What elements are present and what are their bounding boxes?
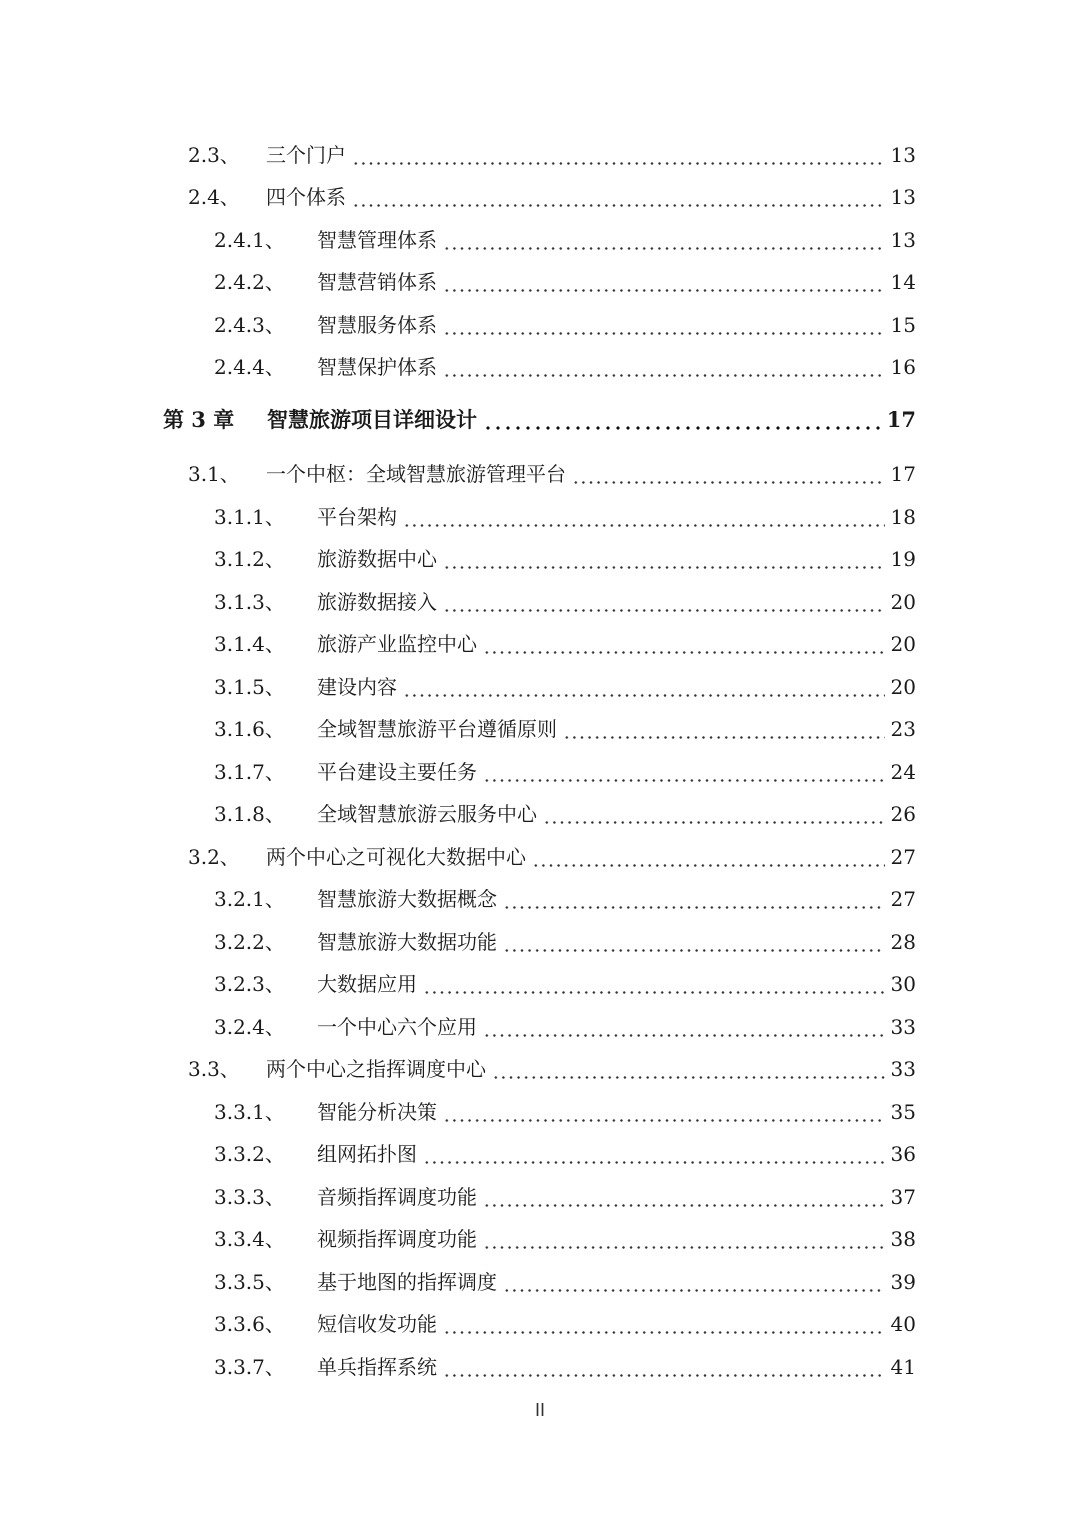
toc-entry-title: 智能分析决策: [317, 1100, 437, 1124]
toc-entry[interactable]: [0, 500, 1080, 532]
toc-entry-page: 15: [890, 313, 916, 337]
toc-entry-title: 旅游数据接入: [317, 590, 437, 614]
toc-entry-title: 基于地图的指挥调度: [317, 1270, 497, 1294]
toc-entry[interactable]: [0, 265, 1080, 297]
toc-entry-page: 20: [890, 632, 916, 656]
toc-entry-number: 3.3.3、: [214, 1185, 285, 1209]
toc-leader-dots: [443, 566, 885, 569]
toc-entry-number: 2.3、: [188, 143, 240, 167]
page-footer-number: II: [534, 1400, 545, 1420]
toc-entry-title: 单兵指挥系统: [317, 1355, 437, 1379]
toc-leader-dots: [483, 651, 885, 654]
toc-entry-page: 17: [886, 407, 916, 432]
toc-entry[interactable]: [0, 1180, 1080, 1212]
toc-entry-title: 智慧管理体系: [317, 228, 437, 252]
toc-entry-page: 37: [890, 1185, 916, 1209]
toc-entry-number: 第 3 章: [163, 407, 235, 432]
toc-chapter-entry[interactable]: [0, 403, 1080, 435]
toc-entry[interactable]: [0, 840, 1080, 872]
toc-entry-number: 3.3.5、: [214, 1270, 285, 1294]
toc-entry[interactable]: [0, 670, 1080, 702]
toc-entry-title: 一个中枢：全域智慧旅游管理平台: [266, 462, 566, 486]
toc-entry[interactable]: [0, 712, 1080, 744]
toc-leader-dots: [352, 204, 885, 207]
toc-entry-title: 四个体系: [266, 185, 346, 209]
toc-entry-title: 智慧服务体系: [317, 313, 437, 337]
toc-entry[interactable]: [0, 223, 1080, 255]
toc-entry-title: 智慧保护体系: [317, 355, 437, 379]
toc-entry-page: 16: [890, 355, 916, 379]
toc-entry-title: 智慧旅游大数据概念: [317, 887, 497, 911]
toc-entry[interactable]: [0, 797, 1080, 829]
toc-entry-page: 20: [890, 675, 916, 699]
toc-leader-dots: [532, 864, 885, 867]
toc-entry-page: 24: [890, 760, 916, 784]
toc-leader-dots: [483, 1204, 885, 1207]
toc-entry-number: 2.4、: [188, 185, 240, 209]
toc-entry-number: 3.3.6、: [214, 1312, 285, 1336]
toc-entry-number: 3.1.3、: [214, 590, 285, 614]
toc-entry-page: 33: [890, 1015, 916, 1039]
toc-leader-dots: [443, 1331, 885, 1334]
toc-entry-number: 3.1.8、: [214, 802, 285, 826]
toc-entry-page: 27: [890, 845, 916, 869]
toc-leader-dots: [443, 1374, 885, 1377]
toc-entry-number: 3.2、: [188, 845, 240, 869]
toc-leader-dots: [492, 1076, 885, 1079]
toc-entry-page: 36: [890, 1142, 916, 1166]
toc-entry-page: 17: [890, 462, 916, 486]
toc-entry-title: 组网拓扑图: [317, 1142, 417, 1166]
toc-entry-number: 3.2.1、: [214, 887, 285, 911]
toc-leader-dots: [403, 524, 885, 527]
toc-leader-dots: [443, 247, 885, 250]
toc-entry-number: 3.3、: [188, 1057, 240, 1081]
toc-entry-number: 2.4.3、: [214, 313, 285, 337]
toc-entry-number: 3.1.6、: [214, 717, 285, 741]
toc-leader-dots: [423, 991, 885, 994]
toc-entry-title: 智慧营销体系: [317, 270, 437, 294]
toc-entry-page: 27: [890, 887, 916, 911]
toc-entry-number: 3.3.2、: [214, 1142, 285, 1166]
toc-entry-number: 3.1.4、: [214, 632, 285, 656]
toc-entry-title: 两个中心之可视化大数据中心: [266, 845, 526, 869]
toc-entry-title: 智慧旅游大数据功能: [317, 930, 497, 954]
toc-entry[interactable]: [0, 1265, 1080, 1297]
toc-leader-dots: [443, 332, 885, 335]
toc-entry-title: 视频指挥调度功能: [317, 1227, 477, 1251]
toc-entry-title: 大数据应用: [317, 972, 417, 996]
toc-entry[interactable]: [0, 457, 1080, 489]
toc-leader-dots: [572, 481, 885, 484]
toc-entry-number: 3.1.2、: [214, 547, 285, 571]
toc-entry[interactable]: [0, 350, 1080, 382]
toc-entry-page: 39: [890, 1270, 916, 1294]
toc-leader-dots: [543, 821, 885, 824]
toc-entry-title: 平台架构: [317, 505, 397, 529]
toc-entry[interactable]: [0, 180, 1080, 212]
toc-leader-dots: [483, 1034, 885, 1037]
toc-entry-number: 3.1、: [188, 462, 240, 486]
toc-entry[interactable]: [0, 1137, 1080, 1169]
toc-entry-page: 33: [890, 1057, 916, 1081]
toc-entry[interactable]: [0, 755, 1080, 787]
toc-leader-dots: [352, 162, 885, 165]
toc-leader-dots: [503, 1289, 885, 1292]
toc-entry[interactable]: [0, 1052, 1080, 1084]
toc-entry[interactable]: [0, 138, 1080, 170]
toc-entry-number: 2.4.1、: [214, 228, 285, 252]
toc-entry[interactable]: [0, 542, 1080, 574]
toc-entry-title: 音频指挥调度功能: [317, 1185, 477, 1209]
toc-entry-page: 20: [890, 590, 916, 614]
toc-leader-dots: [443, 609, 885, 612]
toc-entry-page: 13: [890, 185, 916, 209]
toc-entry-page: 35: [890, 1100, 916, 1124]
toc-entry-page: 38: [890, 1227, 916, 1251]
toc-leader-dots: [443, 1119, 885, 1122]
toc-entry-number: 2.4.2、: [214, 270, 285, 294]
toc-entry-title: 建设内容: [317, 675, 397, 699]
toc-entry[interactable]: [0, 1010, 1080, 1042]
toc-leader-dots: [483, 426, 881, 430]
toc-entry-title: 三个门户: [266, 143, 346, 167]
toc-entry-number: 3.2.4、: [214, 1015, 285, 1039]
toc-entry-title: 旅游产业监控中心: [317, 632, 477, 656]
toc-entry[interactable]: [0, 882, 1080, 914]
toc-entry[interactable]: [0, 925, 1080, 957]
toc-entry[interactable]: [0, 967, 1080, 999]
toc-entry-number: 2.4.4、: [214, 355, 285, 379]
toc-leader-dots: [503, 949, 885, 952]
toc-entry-page: 19: [890, 547, 916, 571]
toc-entry-page: 30: [890, 972, 916, 996]
toc-entry-title: 全域智慧旅游云服务中心: [317, 802, 537, 826]
toc-leader-dots: [423, 1161, 885, 1164]
toc-leader-dots: [443, 289, 885, 292]
toc-leader-dots: [443, 374, 885, 377]
toc-entry-title: 两个中心之指挥调度中心: [266, 1057, 486, 1081]
toc-leader-dots: [563, 736, 885, 739]
toc-entry-page: 23: [890, 717, 916, 741]
toc-entry-page: 14: [890, 270, 916, 294]
toc-entry[interactable]: [0, 585, 1080, 617]
toc-entry[interactable]: [0, 1350, 1080, 1382]
toc-entry-number: 3.3.4、: [214, 1227, 285, 1251]
toc-entry[interactable]: [0, 1307, 1080, 1339]
toc-entry-number: 3.1.1、: [214, 505, 285, 529]
toc-entry-page: 41: [890, 1355, 916, 1379]
toc-entry-number: 3.1.7、: [214, 760, 285, 784]
toc-entry-number: 3.3.7、: [214, 1355, 285, 1379]
toc-entry-title: 智慧旅游项目详细设计: [267, 407, 477, 432]
toc-entry[interactable]: [0, 1095, 1080, 1127]
toc-entry[interactable]: [0, 308, 1080, 340]
toc-entry-number: 3.3.1、: [214, 1100, 285, 1124]
toc-entry-title: 一个中心六个应用: [317, 1015, 477, 1039]
toc-entry-title: 短信收发功能: [317, 1312, 437, 1336]
toc-entry-page: 18: [890, 505, 916, 529]
toc-entry-page: 40: [890, 1312, 916, 1336]
toc-entry-page: 26: [890, 802, 916, 826]
toc-entry-page: 28: [890, 930, 916, 954]
toc-entry-title: 平台建设主要任务: [317, 760, 477, 784]
toc-entry-title: 旅游数据中心: [317, 547, 437, 571]
toc-leader-dots: [483, 779, 885, 782]
toc-leader-dots: [503, 906, 885, 909]
toc-entry-page: 13: [890, 143, 916, 167]
toc-entry-number: 3.2.2、: [214, 930, 285, 954]
toc-entry-page: 13: [890, 228, 916, 252]
toc-leader-dots: [403, 694, 885, 697]
toc-entry[interactable]: [0, 627, 1080, 659]
toc-entry-number: 3.2.3、: [214, 972, 285, 996]
toc-entry-title: 全域智慧旅游平台遵循原则: [317, 717, 557, 741]
toc-leader-dots: [483, 1246, 885, 1249]
toc-entry[interactable]: [0, 1222, 1080, 1254]
toc-entry-number: 3.1.5、: [214, 675, 285, 699]
